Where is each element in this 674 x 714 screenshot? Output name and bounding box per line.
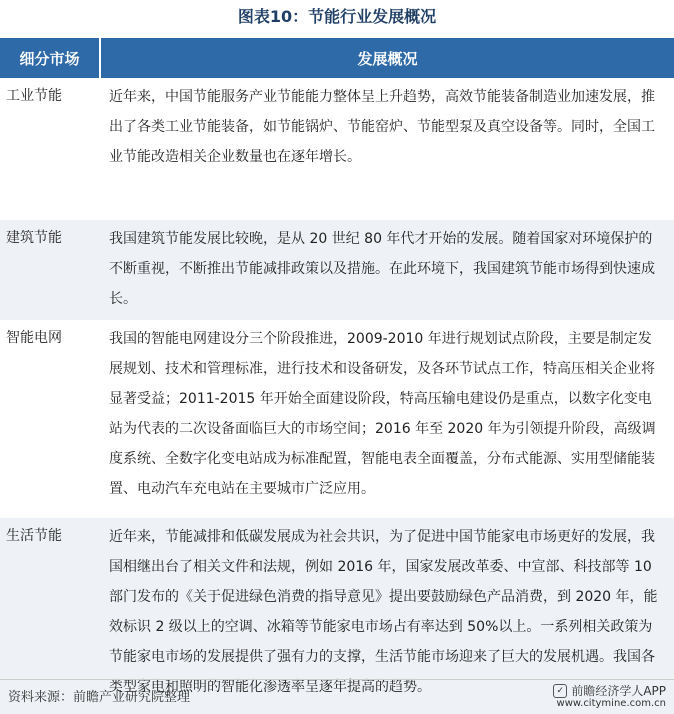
overview-cell: 近年来，节能减排和低碳发展成为社会共识，为了促进中国节能家电市场更好的发展，我国相继出台了相关文件和法规，例如 2016 年，国家发展改革委、中宣部、科技部等 10 部门发布的《关于促进绿色消费的指导意见》提出要鼓励绿色产品消费，到 2020 年，能效标识 2 级以上的空调、冰箱等节能家电市场占有率达到 50%以上。一系列相关政策为节能家电市场的发展提供了强有力的支撑，生活节能市场迎来了巨大的发展机遇。我国各类型家电和照明的智能化渗透率呈逐年提高的趋势。 [109, 529, 658, 695]
table-row [0, 78, 674, 220]
source-note: 资料来源：前瞻产业研究院整理 [8, 690, 191, 705]
table-title: 图表10：节能行业发展概况 [237, 7, 437, 26]
overview-cell: 我国的智能电网建设分三个阶段推进，2009-2010 年进行规划试点阶段，主要是制定发展规划、技术和管理标准，进行技术和设备研发，及各环节试点工作，特高压相关企业将显著受益；2011-2015 年开始全面建设阶段，特高压输电建设仍是重点，以数字化变电站为代表的二次设备面临巨大的市场空间；2016 年至 2020 年为引领提升阶段，高级调度系统、全数字化变电站成为标准配置，智能电表全面覆盖，分布式能源、实用型储能装置、电动汽车充电站在主要城市广泛应用。 [109, 331, 656, 497]
brand-label [553, 682, 666, 699]
market-cell: 智能电网 [6, 330, 62, 346]
industry-table [0, 38, 674, 714]
header-overview: 发展概况 [357, 49, 418, 68]
overview-cell: 近年来，中国节能服务产业节能能力整体呈上升趋势，高效节能装备制造业加速发展，推出了各类工业节能装备，如节能锅炉、节能窑炉、节能型泵及真空设备等。同时，全国工业节能改造相关企业数量也在逐年增长。 [109, 89, 655, 165]
market-cell: 工业节能 [6, 88, 62, 104]
brand-url: www.citymine.com.cn [556, 698, 666, 709]
header-market: 细分市场 [0, 38, 101, 78]
overview-cell: 我国建筑节能发展比较晚，是从 20 世纪 80 年代才开始的发展。随着国家对环境保护的不断重视，不断推出节能减排政策以及措施。在此环境下，我国建筑节能市场得到快速成长。 [109, 231, 655, 307]
market-cell: 建筑节能 [6, 230, 62, 246]
brand-text: 前瞻经济学人APP [571, 684, 666, 698]
footer [0, 679, 674, 711]
market-cell: 生活节能 [6, 528, 62, 544]
table-header [0, 38, 674, 78]
brand-icon: ✓ [553, 684, 567, 698]
table-row [0, 220, 674, 320]
table-row [0, 320, 674, 518]
